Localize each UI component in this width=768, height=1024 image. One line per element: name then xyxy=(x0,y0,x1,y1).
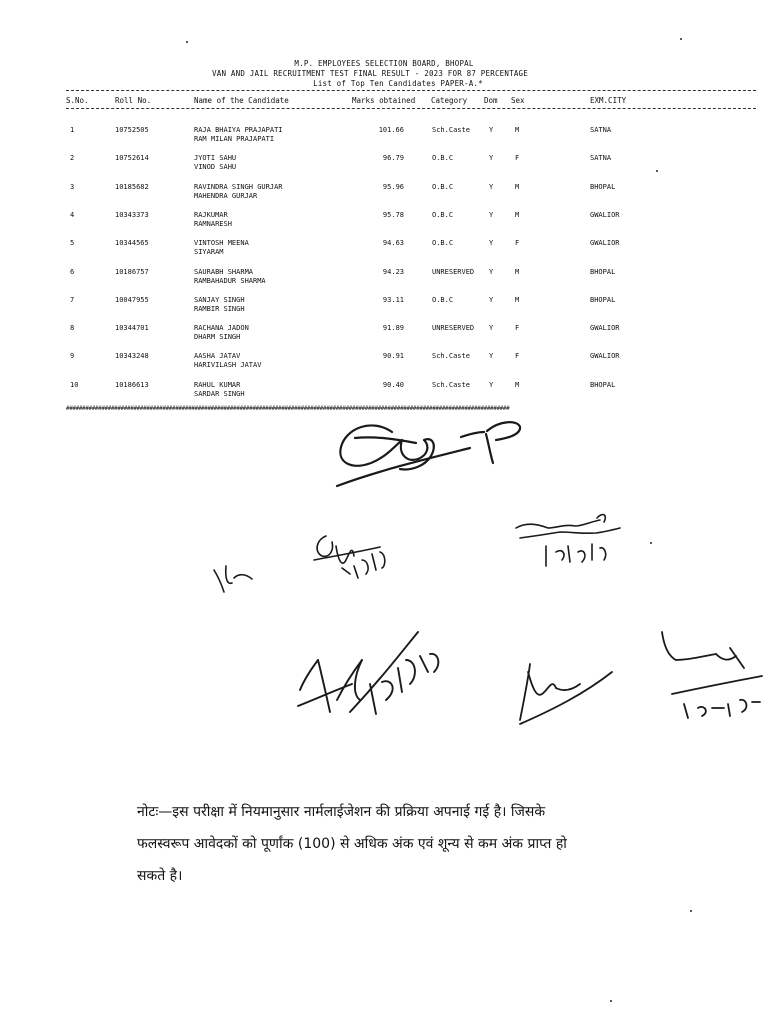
cell-dom: Y xyxy=(489,380,494,389)
cell-exam-city: GWALIOR xyxy=(590,324,620,333)
cell-sex: F xyxy=(515,154,520,163)
cell-dom: Y xyxy=(489,126,494,134)
cell-sno: 3 xyxy=(70,182,75,191)
cell-father-name: HARIVILASH JATAV xyxy=(194,361,262,370)
cell-category: Sch.Caste xyxy=(432,126,470,134)
cell-marks: 90.91 xyxy=(382,352,404,361)
cell-father-name: VINOD SAHU xyxy=(194,163,237,172)
cell-exam-city: BHOPAL xyxy=(590,380,616,389)
cell-sno: 8 xyxy=(70,324,75,333)
signature-5 xyxy=(298,632,438,714)
cell-roll-no: 10752614 xyxy=(115,154,149,163)
cell-category: O.B.C xyxy=(432,239,454,248)
cell-roll-no: 10047955 xyxy=(115,295,149,304)
cell-category: UNRESERVED xyxy=(432,324,475,333)
cell-candidate-name: VINTOSH MEENA xyxy=(194,239,249,248)
cell-dom: Y xyxy=(489,267,494,276)
cell-father-name: SIYARAM xyxy=(194,248,224,257)
signature-7 xyxy=(662,632,762,718)
col-city: EXM.CITY xyxy=(590,96,627,105)
scan-speck xyxy=(186,41,188,43)
cell-roll-no: 10343248 xyxy=(115,352,149,361)
cell-category: Sch.Caste xyxy=(432,352,470,361)
cell-sno: 6 xyxy=(70,267,75,276)
cell-dom: Y xyxy=(489,210,494,219)
cell-marks: 96.79 xyxy=(382,154,404,163)
signature-6 xyxy=(520,664,612,724)
cell-sex: M xyxy=(515,182,520,191)
cell-sno: 4 xyxy=(70,210,75,219)
col-name: Name of the Candidate xyxy=(194,96,289,105)
cell-sno: 5 xyxy=(70,239,75,248)
cell-sno: 1 xyxy=(70,126,75,134)
cell-exam-city: BHOPAL xyxy=(590,182,616,191)
cell-sno: 10 xyxy=(70,380,79,389)
cell-father-name: RAM MILAN PRAJAPATI xyxy=(194,135,275,143)
cell-father-name: MAHENDRA GURJAR xyxy=(194,191,258,200)
col-category: Category xyxy=(431,96,468,105)
cell-marks: 101.66 xyxy=(378,126,404,134)
col-dom: Dom xyxy=(484,96,498,105)
cell-exam-city: GWALIOR xyxy=(590,239,620,248)
cell-roll-no: 10344701 xyxy=(115,324,149,333)
cell-candidate-name: SANJAY SINGH xyxy=(194,295,245,304)
cell-marks: 93.11 xyxy=(382,295,404,304)
scan-speck xyxy=(680,38,682,40)
cell-roll-no: 10344565 xyxy=(115,239,149,248)
cell-dom: Y xyxy=(489,295,494,304)
cell-dom: Y xyxy=(489,352,494,361)
cell-sex: F xyxy=(515,352,520,361)
scan-speck xyxy=(610,1000,612,1002)
normalization-note xyxy=(137,796,677,892)
scan-speck xyxy=(650,542,652,544)
scan-speck xyxy=(656,170,658,172)
scan-speck xyxy=(690,910,692,912)
cell-sex: F xyxy=(515,239,520,248)
cell-dom: Y xyxy=(489,182,494,191)
cell-marks: 91.89 xyxy=(382,324,404,333)
cell-exam-city: BHOPAL xyxy=(590,267,616,276)
signature-1 xyxy=(337,422,520,486)
cell-category: UNRESERVED xyxy=(432,267,475,276)
cell-father-name: RAMBIR SINGH xyxy=(194,304,245,313)
cell-candidate-name: RAJA BHAIYA PRAJAPATI xyxy=(194,126,283,134)
cell-sex: M xyxy=(515,210,520,219)
cell-candidate-name: RAHUL KUMAR xyxy=(194,380,241,389)
cell-category: Sch.Caste xyxy=(432,380,470,389)
note-line-2: फलस्वरूप आवेदकों को पूर्णांक (100) से अधिक अंक एवं शून्य से कम अंक प्राप्त हो xyxy=(137,836,567,852)
cell-marks: 94.63 xyxy=(382,239,404,248)
cell-sex: F xyxy=(515,324,520,333)
cell-roll-no: 10185682 xyxy=(115,182,149,191)
cell-marks: 90.40 xyxy=(382,380,404,389)
list-title: List of Top Ten Candidates PAPER-A.* xyxy=(313,79,483,88)
cell-roll-no: 10186757 xyxy=(115,267,149,276)
cell-father-name: RAMBAHADUR SHARMA xyxy=(194,276,266,285)
cell-candidate-name: RACHANA JADON xyxy=(194,324,249,333)
cell-category: O.B.C xyxy=(432,154,454,163)
cell-sex: M xyxy=(515,295,520,304)
signature-4 xyxy=(516,515,620,566)
signature-3 xyxy=(314,536,385,578)
cell-sex: M xyxy=(515,267,520,276)
signature-2 xyxy=(214,566,252,592)
col-sno: S.No. xyxy=(66,96,89,105)
cell-dom: Y xyxy=(489,239,494,248)
cell-father-name: SARDAR SINGH xyxy=(194,389,245,398)
col-marks: Marks obtained xyxy=(352,96,416,105)
col-roll: Roll No. xyxy=(115,96,152,105)
cell-exam-city: SATNA xyxy=(590,126,612,134)
cell-marks: 95.96 xyxy=(382,182,404,191)
cell-exam-city: BHOPAL xyxy=(590,295,616,304)
board-title: M.P. EMPLOYEES SELECTION BOARD, BHOPAL xyxy=(294,59,474,68)
cell-dom: Y xyxy=(489,324,494,333)
cell-candidate-name: RAVINDRA SINGH GURJAR xyxy=(194,182,283,191)
cell-sex: M xyxy=(515,126,520,134)
col-sex: Sex xyxy=(511,96,525,105)
table-end-separator: ########################################################################################################################################## xyxy=(66,405,510,412)
cell-marks: 95.78 xyxy=(382,210,404,219)
cell-candidate-name: RAJKUMAR xyxy=(194,210,228,219)
cell-exam-city: GWALIOR xyxy=(590,352,620,361)
cell-candidate-name: SAURABH SHARMA xyxy=(194,267,254,276)
cell-roll-no: 10186613 xyxy=(115,380,149,389)
cell-exam-city: SATNA xyxy=(590,154,612,163)
result-title: VAN AND JAIL RECRUITMENT TEST FINAL RESULT - 2023 FOR 87 PERCENTAGE xyxy=(212,69,528,78)
cell-father-name: RAMNARESH xyxy=(194,219,232,228)
cell-sno: 2 xyxy=(70,154,75,163)
cell-marks: 94.23 xyxy=(382,267,404,276)
cell-candidate-name: AASHA JATAV xyxy=(194,352,241,361)
cell-category: O.B.C xyxy=(432,210,454,219)
cell-sno: 9 xyxy=(70,352,75,361)
note-line-3: सकते है। xyxy=(137,868,183,884)
cell-category: O.B.C xyxy=(432,295,454,304)
cell-father-name: DHARM SINGH xyxy=(194,333,241,342)
cell-category: O.B.C xyxy=(432,182,454,191)
cell-roll-no: 10752505 xyxy=(115,126,149,134)
cell-dom: Y xyxy=(489,154,494,163)
note-line-1: नोटः—इस परीक्षा में नियमानुसार नार्मलाईजेशन की प्रक्रिया अपनाई गई है। जिसके xyxy=(137,804,546,820)
cell-candidate-name: JYOTI SAHU xyxy=(194,154,237,163)
cell-sex: M xyxy=(515,380,520,389)
cell-roll-no: 10343373 xyxy=(115,210,149,219)
cell-exam-city: GWALIOR xyxy=(590,210,620,219)
cell-sno: 7 xyxy=(70,295,75,304)
